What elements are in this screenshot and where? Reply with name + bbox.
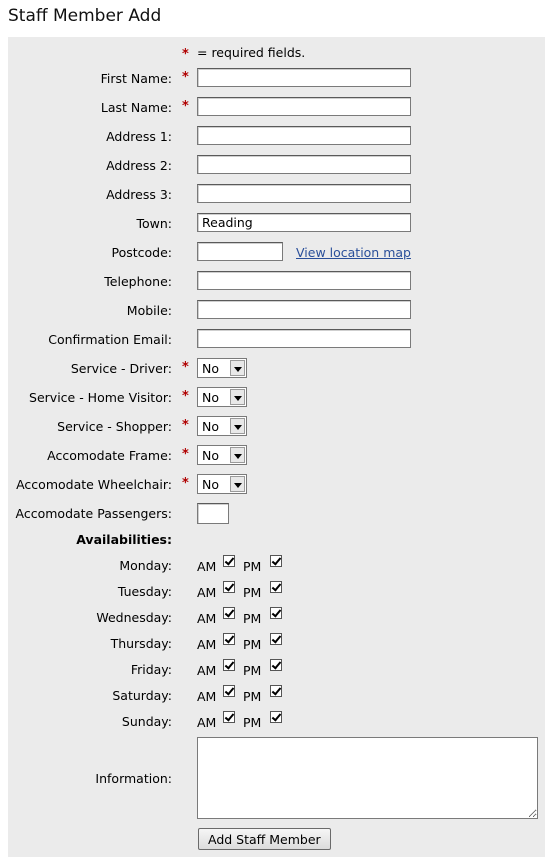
am-label: AM (197, 637, 217, 652)
select-value: No (202, 361, 219, 376)
information-label: Information: (95, 771, 172, 786)
availability-row (8, 633, 545, 655)
chevron-down-icon[interactable] (230, 389, 245, 405)
am-label: AM (197, 715, 217, 730)
day-label: Saturday: (112, 688, 172, 703)
service-home-visitor-label: Service - Home Visitor: (29, 390, 172, 405)
accomodate-frame-label: Accomodate Frame: (47, 448, 172, 463)
day-label: Tuesday: (117, 584, 172, 599)
last-name-row (8, 97, 545, 119)
town-row (8, 213, 545, 235)
chevron-down-icon[interactable] (230, 418, 245, 434)
day-label: Wednesday: (96, 610, 172, 625)
availability-row (8, 555, 545, 577)
am-label: AM (197, 663, 217, 678)
pm-checkbox[interactable] (270, 659, 282, 671)
first-name-input[interactable] (197, 68, 411, 87)
service-home-visitor-row (8, 387, 545, 409)
required-marker: * (182, 99, 189, 114)
accomodate-passengers-input[interactable] (197, 503, 229, 524)
accomodate-wheelchair-select[interactable] (197, 474, 247, 494)
postcode-label: Postcode: (111, 245, 172, 260)
address3-input[interactable] (197, 184, 411, 203)
day-label: Thursday: (110, 636, 172, 651)
am-checkbox[interactable] (223, 607, 235, 619)
pm-checkbox[interactable] (270, 685, 282, 697)
chevron-down-icon[interactable] (230, 476, 245, 492)
last-name-label: Last Name: (100, 100, 172, 115)
am-label: AM (197, 689, 217, 704)
last-name-input[interactable] (197, 97, 411, 116)
address1-row (8, 126, 545, 148)
town-input[interactable] (197, 213, 411, 232)
day-label: Sunday: (121, 714, 172, 729)
telephone-label: Telephone: (104, 274, 172, 289)
pm-label: PM (243, 585, 262, 600)
service-shopper-label: Service - Shopper: (57, 419, 172, 434)
accomodate-frame-select[interactable] (197, 445, 247, 465)
am-label: AM (197, 559, 217, 574)
address1-input[interactable] (197, 126, 411, 145)
postcode-row (8, 242, 545, 264)
telephone-input[interactable] (197, 271, 411, 290)
service-driver-select[interactable] (197, 358, 247, 378)
address2-input[interactable] (197, 155, 411, 174)
mobile-row (8, 300, 545, 322)
address1-label: Address 1: (106, 129, 172, 144)
am-checkbox[interactable] (223, 685, 235, 697)
pm-checkbox[interactable] (270, 711, 282, 723)
service-home-visitor-select[interactable] (197, 387, 247, 407)
pm-checkbox[interactable] (270, 607, 282, 619)
service-driver-label: Service - Driver: (70, 361, 172, 376)
address2-row (8, 155, 545, 177)
select-value: No (202, 477, 219, 492)
telephone-row (8, 271, 545, 293)
view-location-map-link[interactable]: View location map (296, 245, 411, 260)
required-marker: * (182, 47, 189, 62)
select-value: No (202, 448, 219, 463)
availabilities-heading-row (8, 530, 545, 552)
pm-label: PM (243, 689, 262, 704)
select-value: No (202, 419, 219, 434)
first-name-label: First Name: (100, 71, 172, 86)
accomodate-wheelchair-label: Accomodate Wheelchair: (16, 477, 172, 492)
am-checkbox[interactable] (223, 711, 235, 723)
town-label: Town: (136, 216, 172, 231)
availabilities-heading: Availabilities: (76, 532, 172, 547)
day-label: Friday: (130, 662, 172, 677)
availability-row (8, 607, 545, 629)
service-shopper-select[interactable] (197, 416, 247, 436)
address3-label: Address 3: (106, 187, 172, 202)
accomodate-frame-row (8, 445, 545, 467)
pm-label: PM (243, 637, 262, 652)
am-label: AM (197, 611, 217, 626)
required-marker: * (182, 476, 189, 491)
am-checkbox[interactable] (223, 555, 235, 567)
address2-label: Address 2: (106, 158, 172, 173)
accomodate-passengers-label: Accomodate Passengers: (15, 506, 172, 521)
required-marker: * (182, 418, 189, 433)
pm-label: PM (243, 715, 262, 730)
first-name-row (8, 68, 545, 90)
chevron-down-icon[interactable] (230, 447, 245, 463)
postcode-input[interactable] (197, 242, 283, 261)
availability-row (8, 581, 545, 603)
pm-checkbox[interactable] (270, 633, 282, 645)
confirmation-email-label: Confirmation Email: (48, 332, 172, 347)
pm-checkbox[interactable] (270, 581, 282, 593)
pm-checkbox[interactable] (270, 555, 282, 567)
staff-form (8, 37, 545, 857)
confirmation-email-input[interactable] (197, 329, 411, 348)
address3-row (8, 184, 545, 206)
mobile-input[interactable] (197, 300, 411, 319)
required-note: = required fields. (197, 45, 306, 60)
am-checkbox[interactable] (223, 581, 235, 593)
required-marker: * (182, 447, 189, 462)
service-driver-row (8, 358, 545, 380)
required-marker: * (182, 70, 189, 85)
information-textarea[interactable] (197, 737, 538, 819)
required-marker: * (182, 360, 189, 375)
pm-label: PM (243, 663, 262, 678)
day-label: Monday: (119, 558, 172, 573)
mobile-label: Mobile: (126, 303, 172, 318)
required-note-row (8, 45, 545, 67)
pm-label: PM (243, 611, 262, 626)
availability-row (8, 711, 545, 733)
accomodate-wheelchair-row (8, 474, 545, 496)
select-value: No (202, 390, 219, 405)
am-label: AM (197, 585, 217, 600)
accomodate-passengers-row (8, 503, 545, 525)
confirmation-email-row (8, 329, 545, 351)
chevron-down-icon[interactable] (230, 360, 245, 376)
add-staff-member-button[interactable]: Add Staff Member (198, 828, 331, 850)
availability-row (8, 685, 545, 707)
am-checkbox[interactable] (223, 659, 235, 671)
am-checkbox[interactable] (223, 633, 235, 645)
availability-row (8, 659, 545, 681)
required-marker: * (182, 389, 189, 404)
service-shopper-row (8, 416, 545, 438)
page-title: Staff Member Add (8, 6, 162, 26)
pm-label: PM (243, 559, 262, 574)
